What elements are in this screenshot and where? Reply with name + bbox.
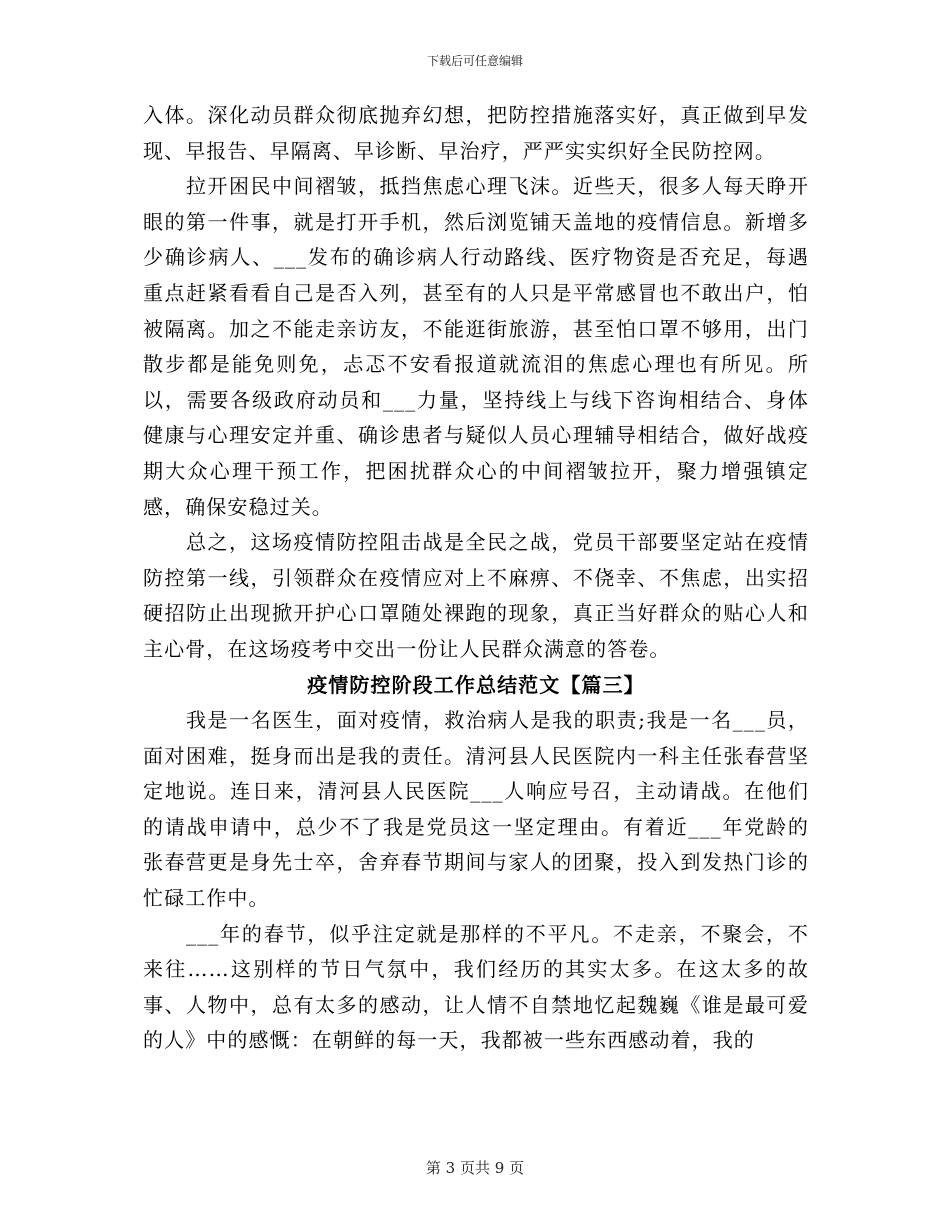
section-title: 疫情防控阶段工作总结范文【篇三】 [307,672,645,697]
paragraph-doctor: 我是一名医生，面对疫情，救治病人是我的职责;我是一名___员，面对困难，挺身而出是我的责任。清河县人民医院内一科主任张春营坚定地说。连日来，清河县人民医院___人响应号召，主动请战。在他们的请战申请中，总少不了我是党员这一坚定理由。有着近___年党龄的张春营更是身先士卒，舍弃春节期间与家人的团聚，投入到发热门诊的忙碌工作中。 [143,708,809,911]
paragraph-conclusion: 总之，这场疫情防控阻击战是全民之战，党员干部要坚定站在疫情防控第一线，引领群众在疫情应对上不麻痹、不侥幸、不焦虑，出实招硬招防止出现掀开护心口罩随处裸跑的现象，真正当好群众的贴心人和主心骨，在这场疫考中交出一份让人民群众满意的答卷。 [143,530,809,661]
paragraph-psychology: 拉开困民中间褶皱，抵挡焦虑心理飞沫。近些天，很多人每天睁开眼的第一件事，就是打开手机，然后浏览铺天盖地的疫情信息。新增多少确诊病人、___发布的确诊病人行动路线、医疗物资是否充足，每遇重点赶紧看看自己是否入列，甚至有的人只是平常感冒也不敢出户，怕被隔离。加之不能走亲访友，不能逛街旅游，甚至怕口罩不够用，出门散步都是能免则免，忐忑不安看报道就流泪的焦虑心理也有所见。所以，需要各级政府动员和___力量，坚持线上与线下咨询相结合、身体健康与心理安定并重、确诊患者与疑似人员心理辅导相结合，做好战疫期大众心理干预工作，把困扰群众心的中间褶皱拉开，聚力增强镇定感，确保安稳过关。 [143,174,809,519]
paragraph-spring-festival: ___年的春节，似乎注定就是那样的不平凡。不走亲，不聚会，不来往……这别样的节日气氛中，我们经历的其实太多。在这太多的故事、人物中，总有太多的感动，让人情不自禁地忆起魏巍《谁是最可爱的人》中的感慨：在朝鲜的每一天，我都被一些东西感动着，我的 [143,921,809,1053]
page-number: 第 3 页共 9 页 [425,1159,525,1177]
paragraph-continuation: 入体。深化动员群众彻底抛弃幻想，把防控措施落实好，真正做到早发现、早报告、早隔离、早诊断、早治疗，严严实实织好全民防控网。 [143,103,809,163]
document-body [143,98,809,1059]
page-header-note: 下载后可任意编辑 [426,54,523,68]
